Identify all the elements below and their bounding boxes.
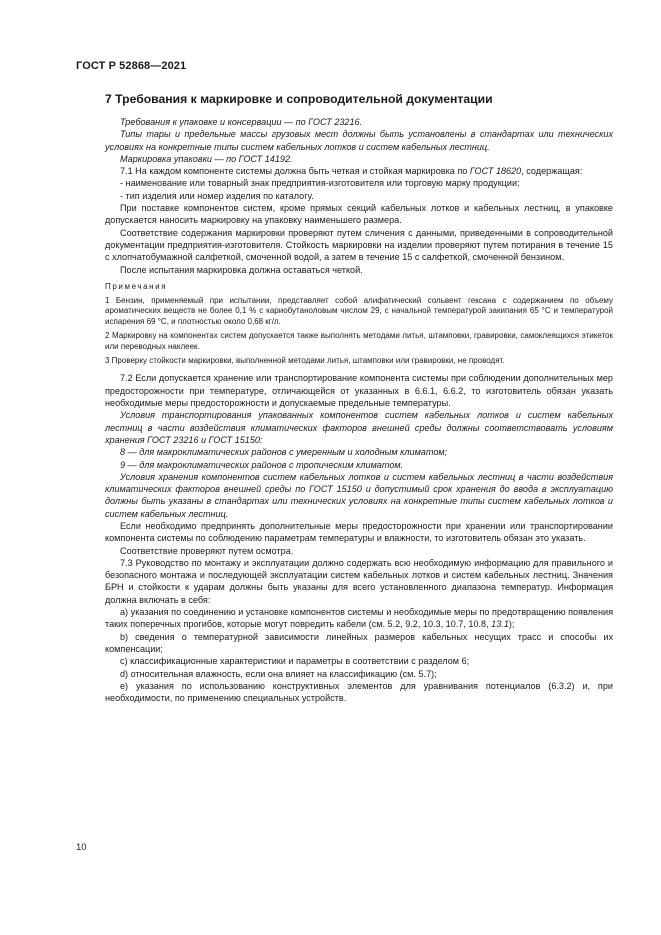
note-item: 3 Проверку стойкости маркировки, выполненной методами литья, штамповки или гравировки, не проводят. (105, 355, 505, 365)
paragraph: Соответствие проверяют путем осмотра. (120, 545, 294, 556)
list-item-c: c) классификационные характеристики и параметры в соответствии с разделом 6; (120, 656, 470, 667)
text-run: , содержащая: (521, 166, 583, 177)
clause-reference: 13.1 (491, 619, 509, 630)
paragraph: Соответствие содержания маркировки проверяют путем сличения с данными, приведенными в сопроводительной документации предприятия-изготовителя. Стойкость маркировки на изделии проверяют путем потирания в течение 15 с хлопчатобумажной салфеткой, смоченной водой, а затем в течение 15 с салфеткой, смоченной бензином. (105, 227, 613, 263)
paragraph: Маркировка упаковки — по ГОСТ 14192. (120, 153, 293, 164)
note-item: 2 Маркировку на компонентах систем допускается также выполнять методами литья, штамповки, гравировки, самоклеящихся этикеток или переводных наклеек. (105, 331, 613, 351)
paragraph: 9 — для макроклиматических районов с тропическим климатом. (120, 459, 404, 470)
paragraph: Требования к упаковке и консервации — по ГОСТ 23216. (120, 117, 363, 127)
text-run: ); (508, 619, 515, 630)
paragraph: После испытания маркировка должна оставаться четкой. (120, 264, 363, 275)
list-item-e: e) указания по использованию конструктивных элементов для уравнивания потенциалов (6.3.2) и, при необходимости, по применению специальных устройств. (105, 680, 613, 704)
notes-block (105, 282, 613, 367)
document-body (105, 92, 613, 704)
list-item-a (105, 606, 613, 631)
paragraph: Условия хранения компонентов систем кабельных лотков и систем кабельных лестниц в части воздействия климатических факторов внешней среды по ГОСТ 15150 и допустимый срок хранения до ввода в эксплуатацию должны быть указаны в стандартах или технических условиях на конкретные типы систем кабельных лотков и систем кабельных лестниц. (105, 471, 613, 519)
paragraph-7-2: 7.2 Если допускается хранение или транспортирование компонента системы при соблюдении дополнительных мер предосторожности при температуре, отличающейся от указанных в 6.6.1, 6.6.2, то изготовитель обязан указать необходимые меры предосторожности и допускаемые предельные температуры. (105, 373, 613, 409)
paragraph: Если необходимо предпринять дополнительные меры предосторожности при хранении или транспортировании компонента системы по соблюдению параметрам температуры и влажности, то изготовитель обязан это указать. (105, 521, 613, 544)
standard-reference: ГОСТ 18620 (469, 166, 522, 177)
page-number: 10 (76, 842, 87, 853)
notes-heading: Примечания (105, 281, 168, 291)
paragraph: Типы тары и предельные массы грузовых мест должны быть установлены в стандартах или технических условиях на конкретные типы систем кабельных лотков и систем кабельных лестниц. (105, 129, 613, 152)
document-header: ГОСТ Р 52868—2021 (76, 60, 187, 72)
section-title: 7 Требования к маркировке и сопроводительной документации (105, 92, 493, 106)
note-item: 1 Бензин, применяемый при испытании, представляет собой алифатический сольвент гексана с содержанием по объему ароматических веществ не более 0,1 % с кариобутаноловым числом 29, с начальной температурой закипания 65 °С и температурой испарения 69 °С, и плотностью около 0,68 кг/л. (105, 295, 613, 327)
paragraph: 8 — для макроклиматических районов с умеренным и холодным климатом; (120, 447, 448, 458)
list-item: - тип изделия или номер изделия по каталогу. (120, 190, 314, 201)
paragraph: При поставке компонентов систем, кроме прямых секций кабельных лотков и кабельных лестниц, в упаковке допускается наносить маркировку на упаковку наименьшего размера. (105, 203, 613, 226)
list-item-d: d) относительная влажность, если она влияет на классификацию (см. 5.7); (120, 668, 437, 679)
paragraph-7-1 (105, 165, 613, 177)
paragraph-7-3: 7.3 Руководство по монтажу и эксплуатации должно содержать всю необходимую информацию для правильного и безопасного монтажа и последующей эксплуатации систем кабельных лотков и систем кабельных лестниц. Значения БРН и стойкости к ударам должны быть указаны для всего установленного диапазона температур. Информация должна включать в себя: (105, 557, 613, 605)
text-run: а) указания по соединению и установке компонентов системы и необходимые меры по предотвращению появления таких поперечных прогибов, которые могут повредить кабели (см. 5.2, 9.2, 10.3, 10.7, 10.8, (105, 607, 613, 630)
list-item-b: b) сведения о температурной зависимости линейных размеров кабельных несущих трасс и способы их компенсации; (105, 631, 613, 654)
list-item: - наименование или товарный знак предприятия-изготовителя или торговую марку продукции; (120, 178, 520, 189)
paragraph: Условия транспортирования упакованных компонентов систем кабельных лотков и систем кабельных лестниц в части воздействия климатических факторов внешней среды должны соответствовать условиям хранения ГОСТ 23216 и ГОСТ 15150: (105, 410, 613, 445)
text-run: 7.1 На каждом компоненте системы должна быть четкая и стойкая маркировка по (120, 166, 470, 177)
